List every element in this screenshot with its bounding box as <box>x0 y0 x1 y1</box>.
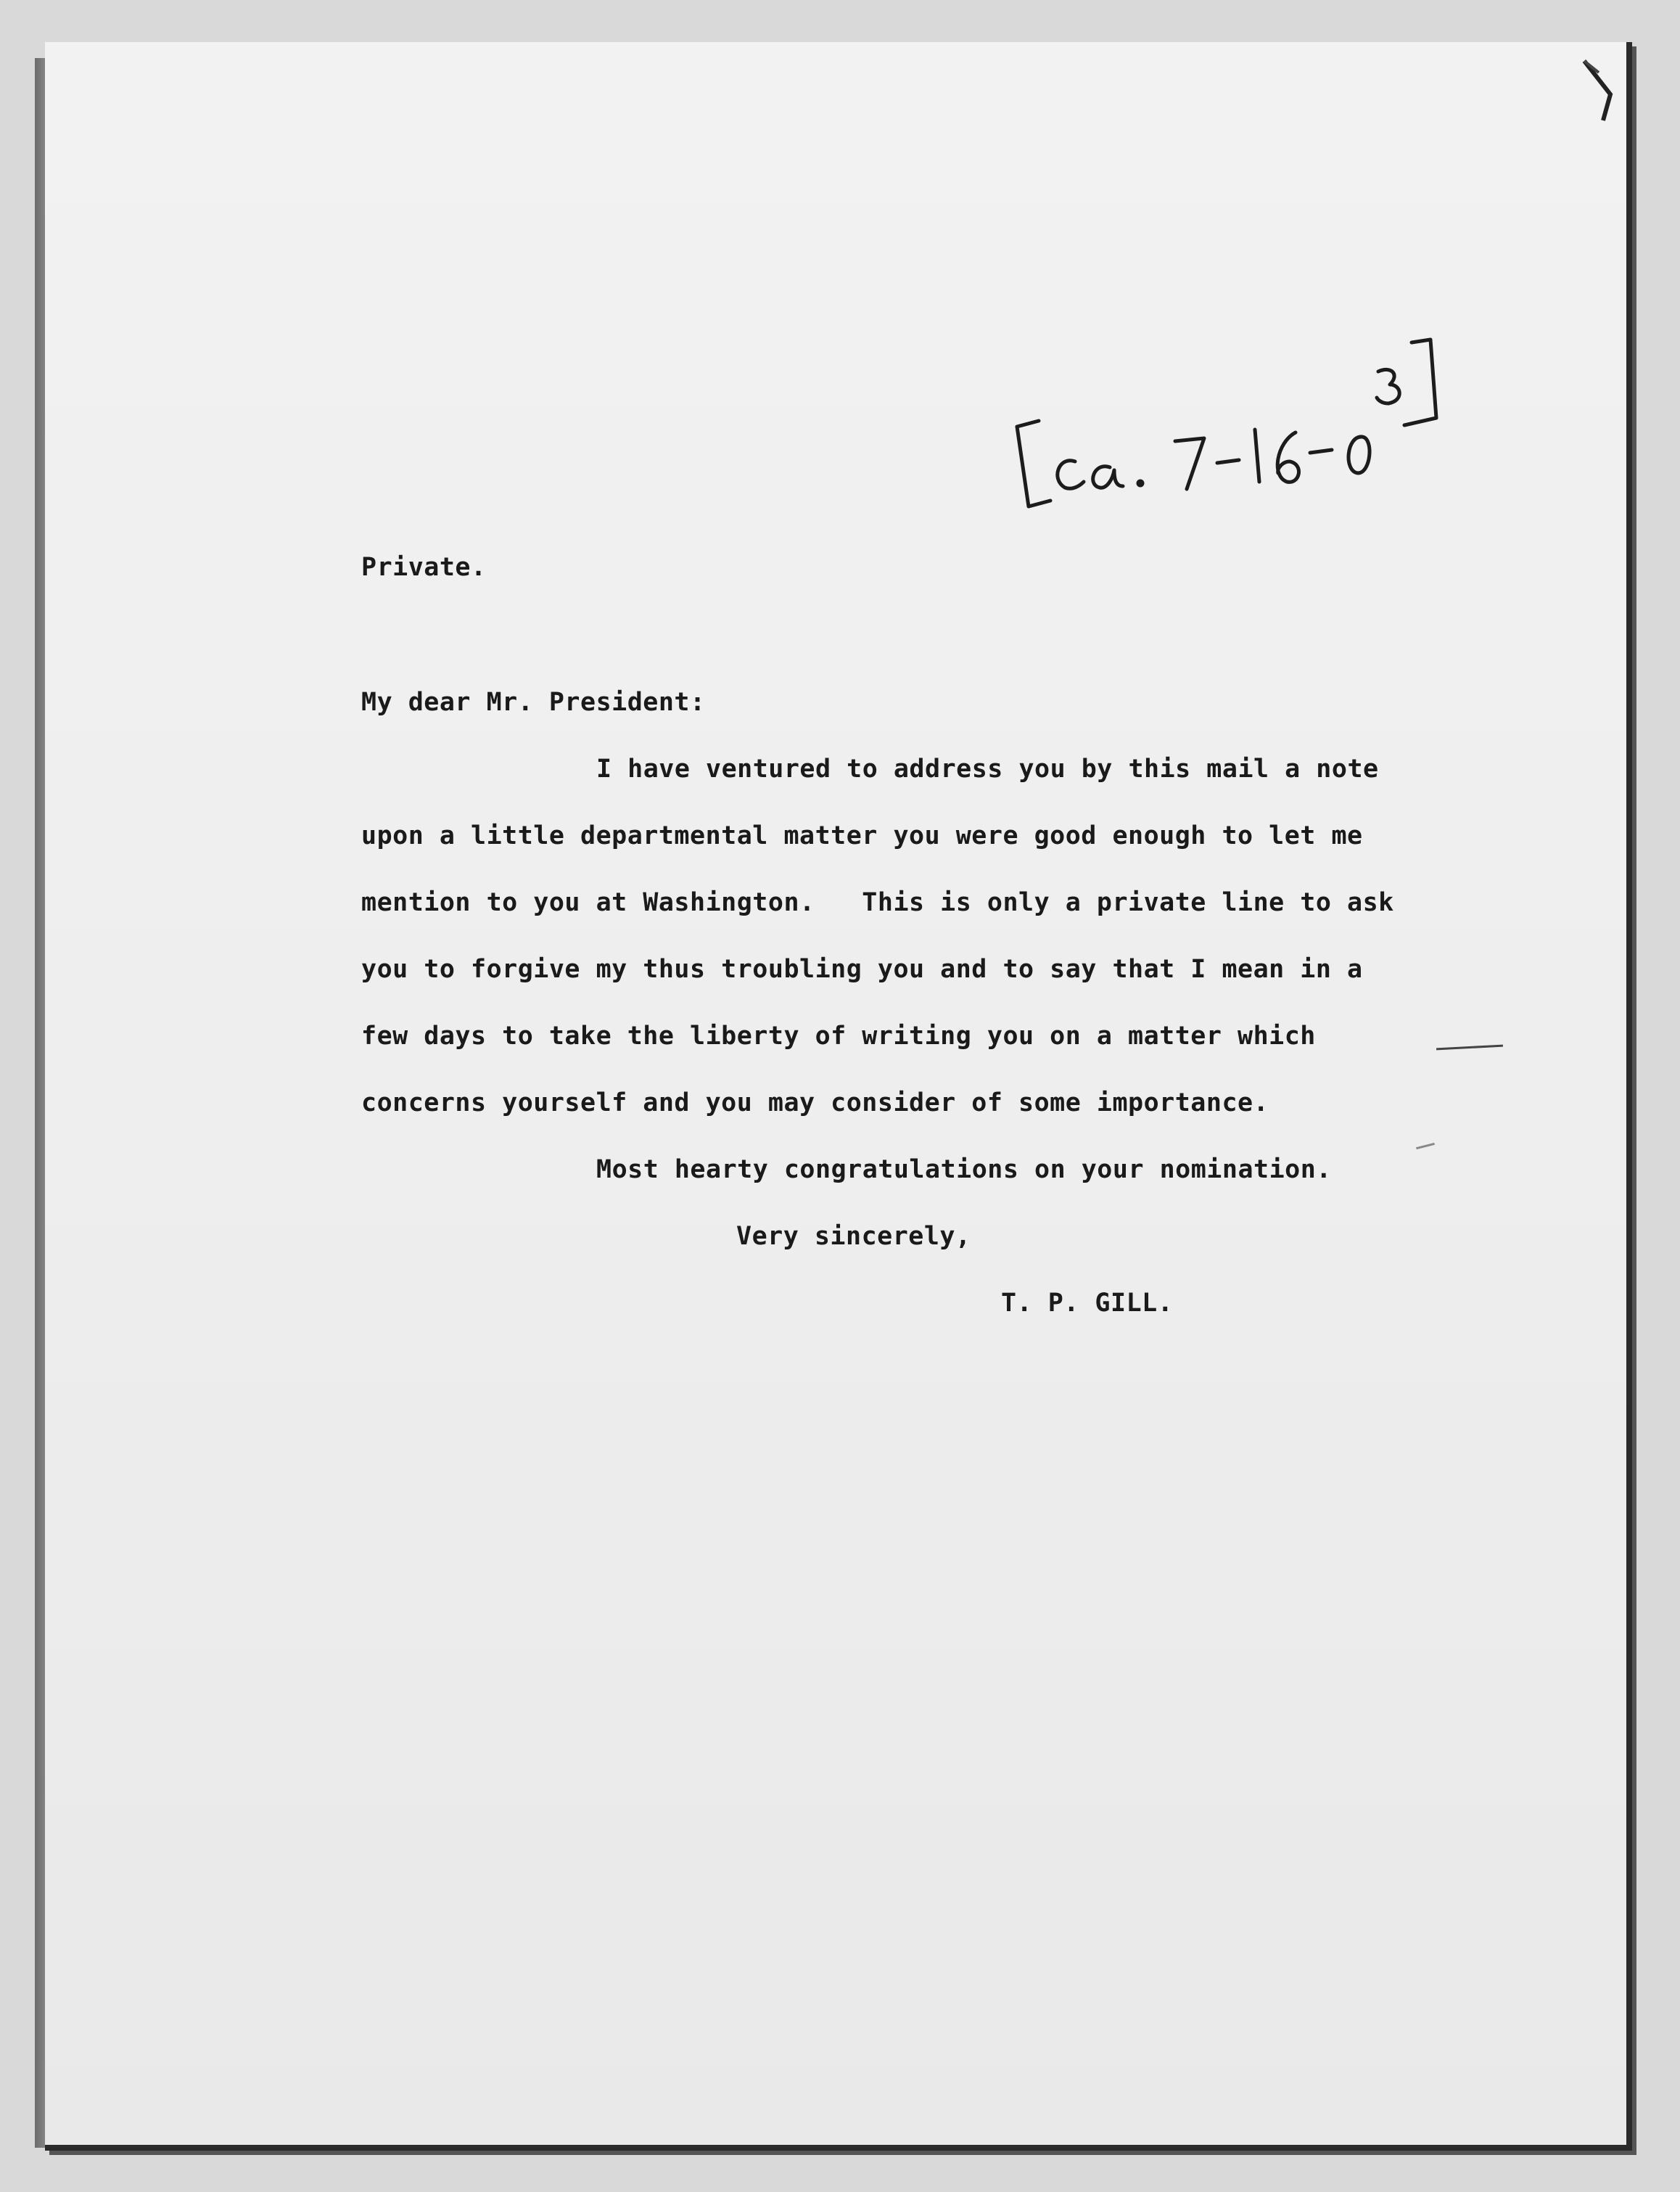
page-corner-fold <box>1581 58 1615 123</box>
body-line: I have ventured to address you by this mail a note <box>596 755 1379 784</box>
handwritten-date-annotation <box>1008 334 1444 515</box>
body-line: mention to you at Washington. This is only a private line to ask <box>361 888 1394 917</box>
body-line: you to forgive my thus troubling you and to say that I mean in a <box>361 955 1363 984</box>
body-line: upon a little departmental matter you were good enough to let me <box>361 821 1363 850</box>
signature: T. P. GILL. <box>1001 1289 1174 1318</box>
body-line: concerns yourself and you may consider of some importance. <box>361 1088 1269 1117</box>
closing: Very sincerely, <box>736 1222 971 1251</box>
congratulations-line: Most hearty congratulations on your nomination. <box>596 1155 1332 1184</box>
privacy-marking: Private. <box>361 553 487 582</box>
body-line: few days to take the liberty of writing you on a matter which <box>361 1022 1316 1051</box>
salutation: My dear Mr. President: <box>361 688 706 717</box>
